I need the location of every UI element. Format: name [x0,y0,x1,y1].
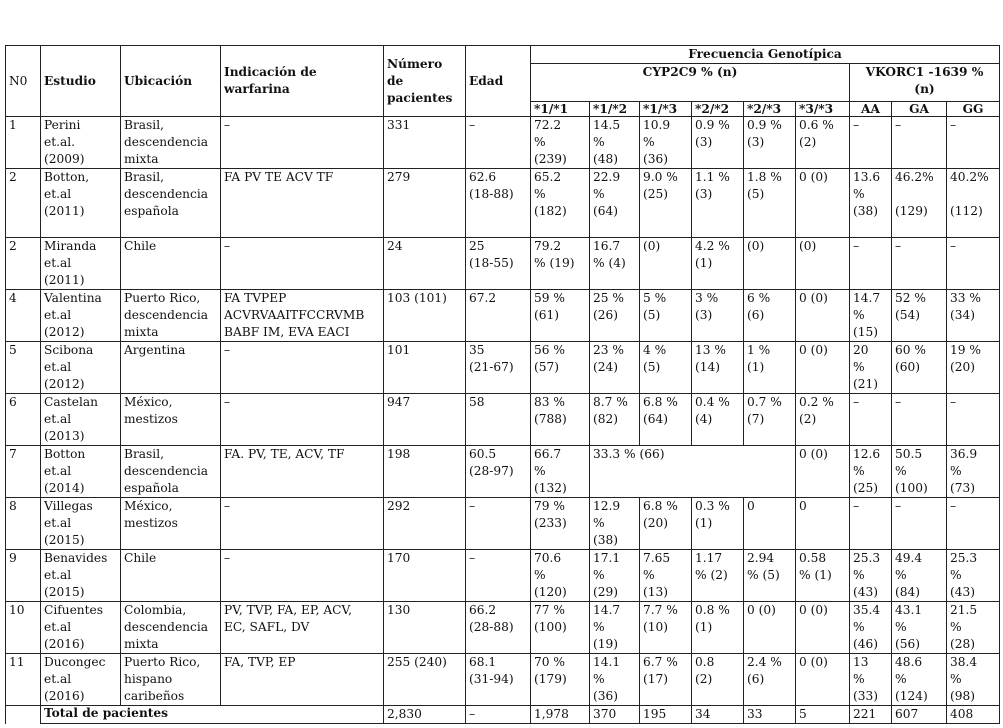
cell-vkorc1: 33 % (34) [947,290,1000,342]
cell-no: 2 [6,238,41,290]
cell-cyp: 0 [744,498,796,550]
cell-cyp: 0 (0) [796,169,850,238]
cell-vkorc1: 50.5 % (100) [892,446,947,498]
cell-cyp: 70 % (179) [531,654,590,706]
cell-vkorc1: – [892,394,947,446]
cell-cyp: 0 [796,498,850,550]
header-numero: Número de pacientes [384,46,466,117]
header-cyp2c9: CYP2C9 % (n) [531,64,850,102]
table-row [6,654,1000,706]
cell-vkorc1: – [850,238,892,290]
cell-cyp: 8.7 % (82) [590,394,640,446]
cell-indicacion: – [221,394,384,446]
cell-vkorc1: 19 % (20) [947,342,1000,394]
total-vkorc1: 607 [892,706,947,724]
cell-vkorc1: 20 % (21) [850,342,892,394]
cell-ubicacion: Puerto Rico, hispano caribeños [121,654,221,706]
genotype-frequency-table [5,45,1000,724]
header-indicacion: Indicación de warfarina [221,46,384,117]
cell-vkorc1: 35.4 % (46) [850,602,892,654]
table-row [6,238,1000,290]
cell-cyp: 0.7 % (7) [744,394,796,446]
cell-cyp: 0 (0) [744,602,796,654]
cell-vkorc1: 13.6 % (38) [850,169,892,238]
cell-ubicacion: Chile [121,550,221,602]
cell-cyp: (0) [640,238,692,290]
cell-cyp: 17.1 % (29) [590,550,640,602]
cell-indicacion: – [221,238,384,290]
cell-cyp: 7.7 % (10) [640,602,692,654]
cell-cyp: 14.5 % (48) [590,117,640,169]
cell-cyp: 6.8 % (20) [640,498,692,550]
cell-no: 5 [6,342,41,394]
table-row [6,394,1000,446]
cell-cyp: 0 (0) [796,290,850,342]
header-vk-genotype: AA [850,102,892,117]
total-numero: 2,830 [384,706,466,724]
total-cyp: 5 [796,706,850,724]
cell-numero: 331 [384,117,466,169]
cell-estudio: Cifuentes et.al (2016) [41,602,121,654]
cell-cyp: 14.1 % (36) [590,654,640,706]
header-edad: Edad [466,46,531,117]
header-estudio: Estudio [41,46,121,117]
cell-cyp: 0.3 % (1) [692,498,744,550]
header-cyp-genotype: *2/*3 [744,102,796,117]
cell-cyp: 0.8 (2) [692,654,744,706]
table-row [6,550,1000,602]
header-vkorc1: VKORC1 -1639 % (n) [850,64,1000,102]
cell-vkorc1: – [850,498,892,550]
table-row [6,498,1000,550]
cell-vkorc1: – [850,117,892,169]
cell-ubicacion: Brasil, descendencia española [121,446,221,498]
cell-cyp: 5 % (5) [640,290,692,342]
cell-edad: 62.6 (18-88) [466,169,531,238]
cell-vkorc1: – [892,117,947,169]
cell-cyp: 0.4 % (4) [692,394,744,446]
total-row [6,706,1000,724]
cell-estudio: Castelan et.al (2013) [41,394,121,446]
cell-vkorc1: 21.5 % (28) [947,602,1000,654]
total-cyp: 34 [692,706,744,724]
cell-cyp: 66.7 % (132) [531,446,590,498]
cell-no: 1 [6,117,41,169]
header-vk-genotype: GG [947,102,1000,117]
header-ubicacion: Ubicación [121,46,221,117]
cell-no: 10 [6,602,41,654]
cell-indicacion: PV, TVP, FA, EP, ACV, EC, SAFL, DV [221,602,384,654]
cell-vkorc1: 25.3 % (43) [947,550,1000,602]
cell-numero: 24 [384,238,466,290]
cell-cyp: 65.2 % (182) [531,169,590,238]
header-cyp-genotype: *2/*2 [692,102,744,117]
cell-vkorc1: 12.6 % (25) [850,446,892,498]
cell-vkorc1: 40.2% (112) [947,169,1000,238]
cell-vkorc1: – [947,498,1000,550]
cell-cyp: (0) [796,238,850,290]
total-cyp: 195 [640,706,692,724]
cell-cyp: 0 (0) [796,342,850,394]
cell-no: 4 [6,290,41,342]
cell-ubicacion: Argentina [121,342,221,394]
table-row [6,602,1000,654]
cell-cyp: 2.4 % (6) [744,654,796,706]
cell-cyp: 0 (0) [796,602,850,654]
cell-edad: – [466,550,531,602]
cell-no: 11 [6,654,41,706]
table-row [6,290,1000,342]
total-vkorc1: 408 [947,706,1000,724]
cell-cyp: 0 (0) [796,446,850,498]
cell-cyp: 16.7 % (4) [590,238,640,290]
cell-edad: 66.2 (28-88) [466,602,531,654]
cell-no: 2 [6,169,41,238]
cell-indicacion: FA. PV, TE, ACV, TF [221,446,384,498]
cell-edad: – [466,498,531,550]
total-cyp: 370 [590,706,640,724]
cell-cyp: 59 % (61) [531,290,590,342]
cell-edad: 68.1 (31-94) [466,654,531,706]
cell-edad: 67.2 [466,290,531,342]
cell-vkorc1: 43.1 % (56) [892,602,947,654]
cell-vkorc1: 60 % (60) [892,342,947,394]
header-cyp-genotype: *3/*3 [796,102,850,117]
cell-vkorc1: 38.4 % (98) [947,654,1000,706]
cell-cyp: 14.7 % (19) [590,602,640,654]
header-vk-genotype: GA [892,102,947,117]
cell-estudio: Botton, et.al (2011) [41,169,121,238]
cell-estudio: Ducongec et.al (2016) [41,654,121,706]
cell-cyp: 70.6 % (120) [531,550,590,602]
cell-numero: 279 [384,169,466,238]
cell-cyp: 25 % (26) [590,290,640,342]
cell-numero: 198 [384,446,466,498]
header-cyp-genotype: *1/*1 [531,102,590,117]
cell-cyp: 1.1 % (3) [692,169,744,238]
cell-no: 6 [6,394,41,446]
cell-indicacion: – [221,550,384,602]
cell-cyp: 3 % (3) [692,290,744,342]
cell-cyp: 0.6 % (2) [796,117,850,169]
cell-vkorc1: 36.9 % (73) [947,446,1000,498]
cell-no: 8 [6,498,41,550]
cell-cyp: 1.17 % (2) [692,550,744,602]
cell-numero: 170 [384,550,466,602]
cell-vkorc1: – [947,117,1000,169]
cell-cyp: 0.9 % (3) [744,117,796,169]
cell-cyp: 72.2 % (239) [531,117,590,169]
cell-vkorc1: – [850,394,892,446]
cell-edad: 35 (21-67) [466,342,531,394]
cell-cyp: 1.8 % (5) [744,169,796,238]
cell-vkorc1: 25.3 % (43) [850,550,892,602]
cell-estudio: Benavides et.al (2015) [41,550,121,602]
cell-ubicacion: Chile [121,238,221,290]
table-row [6,342,1000,394]
cell-numero: 947 [384,394,466,446]
cell-indicacion: FA, TVP, EP [221,654,384,706]
cell-edad: 60.5 (28-97) [466,446,531,498]
cell-vkorc1: 48.6 % (124) [892,654,947,706]
total-cyp: 33 [744,706,796,724]
cell-cyp: 77 % (100) [531,602,590,654]
cell-cyp: 0.58 % (1) [796,550,850,602]
cell-numero: 101 [384,342,466,394]
cell-estudio: Valentina et.al (2012) [41,290,121,342]
header-cyp-genotype: *1/*2 [590,102,640,117]
cell-no-empty [6,706,41,724]
cell-ubicacion: Brasil, descendencia mixta [121,117,221,169]
cell-estudio: Miranda et.al (2011) [41,238,121,290]
total-label: Total de pacientes [41,706,384,724]
cell-vkorc1: 46.2% (129) [892,169,947,238]
cell-cyp: 83 % (788) [531,394,590,446]
cell-vkorc1: 14.7 % (15) [850,290,892,342]
header-cyp-genotype: *1/*3 [640,102,692,117]
cell-cyp: 6 % (6) [744,290,796,342]
header-no: N0 [6,46,41,117]
cell-estudio: Scibona et.al (2012) [41,342,121,394]
cell-indicacion: FA PV TE ACV TF [221,169,384,238]
cell-cyp: 4 % (5) [640,342,692,394]
table-row [6,169,1000,238]
cell-cyp: 1 % (1) [744,342,796,394]
cell-edad: 25 (18-55) [466,238,531,290]
cell-numero: 103 (101) [384,290,466,342]
cell-cyp-merged: 33.3 % (66) [590,446,796,498]
cell-numero: 255 (240) [384,654,466,706]
cell-numero: 292 [384,498,466,550]
cell-no: 9 [6,550,41,602]
cell-cyp: 56 % (57) [531,342,590,394]
cell-cyp: 12.9 % (38) [590,498,640,550]
cell-cyp: 0 (0) [796,654,850,706]
cell-cyp: 6.7 % (17) [640,654,692,706]
total-edad: – [466,706,531,724]
cell-cyp: 10.9 % (36) [640,117,692,169]
total-vkorc1: 221 [850,706,892,724]
cell-indicacion: – [221,342,384,394]
cell-estudio: Villegas et.al (2015) [41,498,121,550]
cell-cyp: 2.94 % (5) [744,550,796,602]
cell-cyp: 13 % (14) [692,342,744,394]
cell-cyp: 22.9 % (64) [590,169,640,238]
cell-vkorc1: – [892,498,947,550]
cell-ubicacion: Puerto Rico, descendencia mixta [121,290,221,342]
cell-cyp: 7.65 % (13) [640,550,692,602]
cell-no: 7 [6,446,41,498]
cell-ubicacion: Brasil, descendencia española [121,169,221,238]
cell-vkorc1: 52 % (54) [892,290,947,342]
cell-estudio: Perini et.al. (2009) [41,117,121,169]
cell-cyp: 4.2 % (1) [692,238,744,290]
cell-cyp: 79 % (233) [531,498,590,550]
cell-vkorc1: 49.4 % (84) [892,550,947,602]
cell-cyp: (0) [744,238,796,290]
cell-edad: – [466,117,531,169]
cell-vkorc1: – [892,238,947,290]
cell-ubicacion: México, mestizos [121,394,221,446]
cell-cyp: 6.8 % (64) [640,394,692,446]
table-row [6,446,1000,498]
cell-cyp: 0.2 % (2) [796,394,850,446]
cell-estudio: Botton et.al (2014) [41,446,121,498]
cell-indicacion: FA TVPEP ACVRVAAITFCCRVMB BABF IM, EVA EACI [221,290,384,342]
cell-indicacion: – [221,117,384,169]
cell-cyp: 0.8 % (1) [692,602,744,654]
cell-vkorc1: – [947,238,1000,290]
cell-numero: 130 [384,602,466,654]
cell-edad: 58 [466,394,531,446]
cell-cyp: 0.9 % (3) [692,117,744,169]
cell-cyp: 23 % (24) [590,342,640,394]
cell-ubicacion: México, mestizos [121,498,221,550]
cell-vkorc1: 13 % (33) [850,654,892,706]
cell-ubicacion: Colombia, descendencia mixta [121,602,221,654]
cell-cyp: 9.0 % (25) [640,169,692,238]
header-frecuencia: Frecuencia Genotípica [531,46,1000,64]
table-row [6,117,1000,169]
total-cyp: 1,978 [531,706,590,724]
cell-indicacion: – [221,498,384,550]
cell-cyp: 79.2 % (19) [531,238,590,290]
cell-vkorc1: – [947,394,1000,446]
